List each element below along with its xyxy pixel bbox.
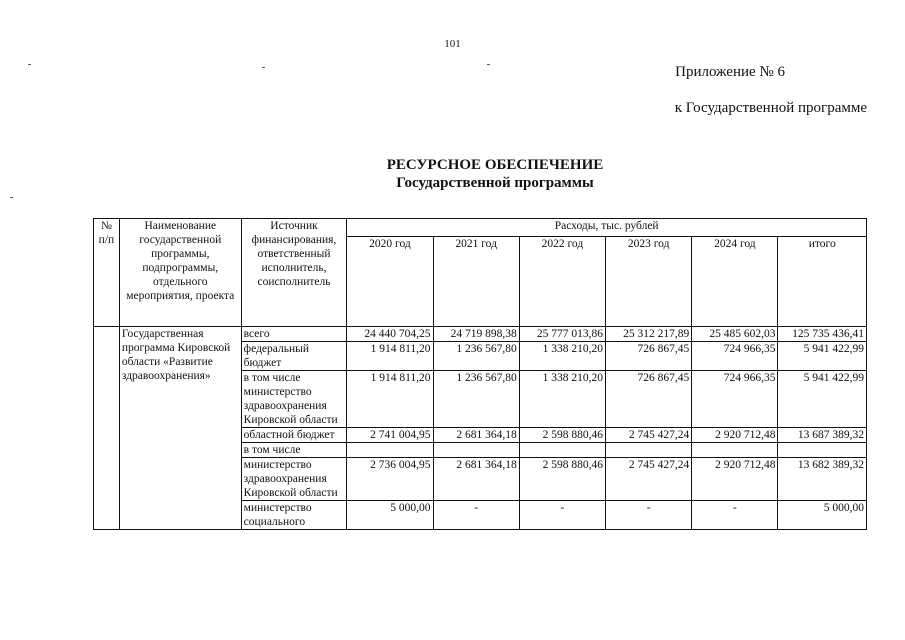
value-cell [606,443,692,458]
header-total: итого [778,237,867,327]
source-cell: в том числе [241,443,347,458]
header-row-1 [94,219,867,237]
title-line-1: РЕСУРСНОЕ ОБЕСПЕЧЕНИЕ [386,157,604,173]
value-cell: 1 914 811,20 [347,342,433,371]
total-cell: 125 735 436,41 [778,327,867,342]
total-cell: 13 687 389,32 [778,428,867,443]
value-cell: 1 338 210,20 [519,371,605,428]
header-year-2021: 2021 год [433,237,519,327]
value-cell [347,443,433,458]
header-expenses: Расходы, тыс. рублей [347,219,867,237]
header-year-2022: 2022 год [519,237,605,327]
total-cell: 5 000,00 [778,501,867,530]
value-cell [519,443,605,458]
value-cell: 2 681 364,18 [433,458,519,501]
value-cell [433,443,519,458]
value-cell: 25 485 602,03 [692,327,778,342]
header-year-2023: 2023 год [606,237,692,327]
value-cell: - [433,501,519,530]
value-cell: 2 736 004,95 [347,458,433,501]
annex-program-ref: к Государственной программе [674,100,867,116]
value-cell: 1 236 567,80 [433,371,519,428]
title-line-2: Государственной программы [396,175,594,191]
document-title [0,156,905,192]
program-name: Государственная программа Кировской области «Развитие здравоохранения» [119,327,241,530]
total-cell: 5 941 422,99 [778,371,867,428]
page-number: 101 [444,38,461,50]
value-cell: 2 598 880,46 [519,428,605,443]
value-cell: 2 741 004,95 [347,428,433,443]
value-cell [692,443,778,458]
source-cell: министерство здравоохранения Кировской области [241,458,347,501]
resource-table [93,218,867,530]
scan-speck [262,67,265,68]
total-cell: 13 682 389,32 [778,458,867,501]
value-cell: 5 000,00 [347,501,433,530]
value-cell: 726 867,45 [606,342,692,371]
value-cell: 724 966,35 [692,342,778,371]
value-cell: 1 236 567,80 [433,342,519,371]
header-name: Наименование государственной программы, подпрограммы, отдельного мероприятия, проекта [119,219,241,327]
scan-speck [487,64,490,65]
value-cell: 2 681 364,18 [433,428,519,443]
scan-speck [28,64,31,65]
header-num: № п/п [94,219,120,327]
row-number-cell [94,327,120,530]
value-cell: 2 920 712,48 [692,458,778,501]
annex-label: Приложение № 6 [675,64,785,80]
value-cell: 2 598 880,46 [519,458,605,501]
source-cell: в том числе министерство здравоохранения Кировской области [241,371,347,428]
value-cell: 2 920 712,48 [692,428,778,443]
value-cell: 1 338 210,20 [519,342,605,371]
source-cell: федеральный бюджет [241,342,347,371]
value-cell: 726 867,45 [606,371,692,428]
value-cell: - [519,501,605,530]
value-cell: - [606,501,692,530]
value-cell: 2 745 427,24 [606,458,692,501]
value-cell: 25 312 217,89 [606,327,692,342]
total-cell [778,443,867,458]
value-cell: 24 719 898,38 [433,327,519,342]
value-cell: 24 440 704,25 [347,327,433,342]
value-cell: 724 966,35 [692,371,778,428]
source-cell: областной бюджет [241,428,347,443]
header-source: Источник финансирования, ответственный исполнитель, соисполнитель [241,219,347,327]
total-cell: 5 941 422,99 [778,342,867,371]
table-row [94,327,867,342]
source-cell: всего [241,327,347,342]
source-cell: министерство социального [241,501,347,530]
value-cell: 25 777 013,86 [519,327,605,342]
header-year-2024: 2024 год [692,237,778,327]
header-year-2020: 2020 год [347,237,433,327]
value-cell: - [692,501,778,530]
value-cell: 2 745 427,24 [606,428,692,443]
scan-speck [10,197,13,198]
value-cell: 1 914 811,20 [347,371,433,428]
